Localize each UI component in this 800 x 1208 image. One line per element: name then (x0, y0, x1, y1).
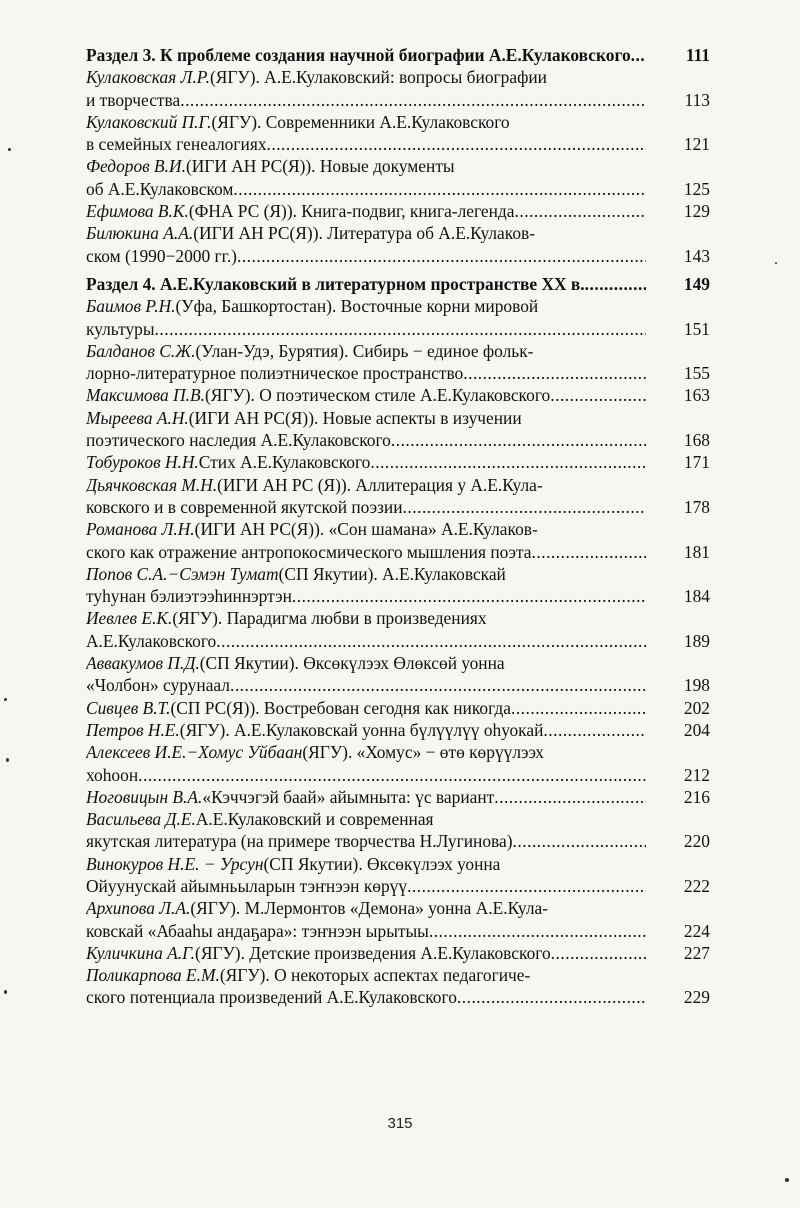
author-name: Баимов Р.Н. (86, 296, 176, 317)
toc-entry-line (86, 830, 710, 852)
dot-leader (292, 585, 646, 607)
entry-title-continued: лорно-литературное полиэтническое пространство (86, 363, 464, 384)
entry-title: «Кэччэгэй баай» айымныта: үс вариант (202, 786, 495, 807)
section-heading-line (86, 44, 710, 66)
toc-entry-line (86, 808, 710, 830)
toc-entry (86, 563, 710, 608)
page-number: 315 (387, 1115, 413, 1132)
toc-entry-line (86, 920, 710, 942)
entry-title: (ИГИ АН РС(Я)). Литература об А.Е.Кулаков- (193, 223, 536, 244)
toc-entry (86, 964, 710, 1009)
author-name: Иевлев Е.К. (86, 608, 173, 629)
page-ref: 212 (683, 764, 710, 785)
entry-title: (ЯГУ). О некоторых аспектах педагогиче- (219, 965, 531, 986)
toc-entry (86, 474, 710, 519)
entry-title-continued: ском (1990−2000 гг.) (86, 245, 237, 266)
toc-entry-line (86, 652, 710, 674)
page-ref: 163 (683, 385, 710, 406)
author-name: Балданов С.Ж. (86, 340, 196, 361)
entry-title: (ЯГУ). Современники А.Е.Кулаковского (211, 111, 510, 132)
toc-entry-line (86, 66, 710, 88)
toc-entry-line (86, 719, 710, 741)
scan-speck (775, 262, 777, 264)
section-title: Раздел 3. К проблеме создания научной биографии А.Е.Кулаковского (86, 45, 631, 65)
author-name: Васильева Д.Е. (86, 809, 196, 830)
author-name: Архипова Л.А. (86, 898, 191, 919)
entry-title: (ИГИ АН РС(Я)). «Сон шамана» А.Е.Кулаков- (194, 519, 538, 540)
toc-entry (86, 741, 710, 786)
entry-title: (ЯГУ). М.Лермонтов «Демона» уонна А.Е.Кула- (190, 898, 549, 919)
scan-speck (4, 698, 7, 701)
page-ref: 111 (685, 45, 710, 65)
page-ref: 155 (683, 363, 710, 384)
dot-leader (550, 384, 646, 406)
entry-title-continued: ковскай «Абааһы андаҕара»: тэҥнээн ырытыы (86, 920, 429, 941)
dot-leader (515, 200, 647, 222)
toc-entry (86, 155, 710, 200)
author-name: Попов С.А.−Сэмэн Тумат (86, 563, 279, 584)
author-name: Ефимова В.К. (86, 201, 189, 222)
toc-entry-line (86, 340, 710, 362)
toc-entry-line (86, 585, 710, 607)
entry-title-continued: А.Е.Кулаковского (86, 630, 217, 651)
dot-leader (237, 245, 646, 267)
entry-title-continued: «Чолбон» сурунаал (86, 675, 230, 696)
entry-title: (СП Якутии). Өксөкүлээх Өлөксөй уонна (199, 653, 505, 674)
author-name: Мыреева А.Н. (86, 407, 189, 428)
author-name: Поликарпова Е.М. (86, 965, 220, 986)
toc-entry (86, 295, 710, 340)
dot-leader (155, 318, 646, 340)
dot-leader (532, 541, 646, 563)
author-name: Романова Л.Н. (86, 519, 195, 540)
dot-leader (180, 89, 646, 111)
page-ref: 189 (683, 630, 710, 651)
toc-entry-line (86, 222, 710, 244)
author-name: Тобуроков Н.Н. (86, 452, 199, 473)
page-ref: 198 (683, 675, 710, 696)
section-heading-line (86, 273, 710, 295)
entry-title: (ЯГУ). О поэтическом стиле А.Е.Кулаковского (204, 385, 551, 406)
author-name: Максимова П.В. (86, 385, 205, 406)
dot-leader (267, 133, 646, 155)
toc-entry-line (86, 986, 710, 1008)
author-name: Дьячковская М.Н. (86, 474, 218, 495)
page-ref: 178 (683, 496, 710, 517)
entry-title: А.Е.Кулаковский и современная (195, 809, 434, 830)
page-ref: 184 (683, 586, 710, 607)
scan-speck (8, 148, 11, 151)
toc-entry (86, 407, 710, 452)
entry-title: (ИГИ АН РС(Я)). Новые аспекты в изучении (188, 407, 522, 428)
toc-entry-line (86, 295, 710, 317)
toc-entry-line (86, 318, 710, 340)
dot-leader (138, 764, 646, 786)
toc-entry-line (86, 786, 710, 808)
page-ref: 168 (683, 430, 710, 451)
dot-leader (230, 674, 646, 696)
toc-entry (86, 853, 710, 898)
toc-entry (86, 384, 710, 406)
toc-entry (86, 340, 710, 385)
toc-entry-line (86, 474, 710, 496)
toc-entry-line (86, 853, 710, 875)
page-ref: 224 (683, 920, 710, 941)
entry-title: (ЯГУ). Парадигма любви в произведениях (172, 608, 487, 629)
dot-leader (370, 451, 646, 473)
toc-entry (86, 697, 710, 719)
entry-title-continued: ского потенциала произведений А.Е.Кулаковского (86, 987, 457, 1008)
entry-title: Стих А.Е.Кулаковского (198, 452, 371, 473)
entry-title-continued: об А.Е.Кулаковском (86, 178, 234, 199)
dot-leader (216, 630, 646, 652)
author-name: Винокуров Н.Е. − Урсун (86, 853, 264, 874)
scan-speck (6, 758, 9, 762)
page-ref: 149 (683, 273, 710, 294)
toc-entry-line (86, 518, 710, 540)
author-name: Куличкина А.Г. (86, 942, 196, 963)
toc-entry-line (86, 541, 710, 563)
dot-leader (233, 178, 646, 200)
dot-leader (403, 496, 646, 518)
author-name: Алексеев И.Е.−Хомус Уйбаан (86, 742, 303, 763)
entry-title-continued: якутская литература (на примере творчества Н.Лугинова) (86, 831, 513, 852)
toc-entry-line (86, 111, 710, 133)
entry-title-continued: Ойуунускай айымньыларын тэҥнээн көрүү (86, 875, 408, 896)
toc-entry-line (86, 384, 710, 406)
toc-entry-line (86, 178, 710, 200)
entry-title: (ФНА РС (Я)). Книга-подвиг, книга-легенда (188, 201, 515, 222)
entry-title-continued: ского как отражение антропокосмического мышления поэта (86, 541, 532, 562)
toc-entry (86, 518, 710, 563)
page-ref: 227 (683, 942, 710, 963)
toc-entry-line (86, 942, 710, 964)
dot-leader (543, 719, 646, 741)
entry-title: (ЯГУ). Детские произведения А.Е.Кулаковского (195, 942, 551, 963)
entry-title: (СП Якутии). А.Е.Кулаковскай (278, 563, 506, 584)
toc-entry-line (86, 764, 710, 786)
author-name: Кулаковский П.Г. (86, 111, 212, 132)
toc-entry-line (86, 155, 710, 177)
page-ref: 113 (684, 89, 710, 110)
entry-title-continued: культуры (86, 318, 155, 339)
toc-entry (86, 719, 710, 741)
dot-leader (494, 786, 646, 808)
toc-entry-line (86, 245, 710, 267)
page-ref: 222 (683, 875, 710, 896)
page-ref: 216 (683, 786, 710, 807)
page-ref: 229 (683, 987, 710, 1008)
toc-entry-line (86, 133, 710, 155)
entry-title: (ЯГУ). А.Е.Кулаковский: вопросы биографии (209, 67, 547, 88)
toc-entry-line (86, 429, 710, 451)
entry-title: (Уфа, Башкортостан). Восточные корни мировой (175, 296, 539, 317)
toc-entry (86, 652, 710, 697)
toc-entry-line (86, 697, 710, 719)
entry-title: (ЯГУ). «Хомус» − өтө көрүүлээх (302, 742, 544, 763)
author-name: Билюкина А.А. (86, 223, 194, 244)
toc-entry-line (86, 89, 710, 111)
page-ref: 204 (683, 719, 710, 740)
entry-title: (ЯГУ). А.Е.Кулаковскай уонна бүлүүлүү оһуокай (179, 719, 544, 740)
page-ref: 121 (683, 134, 710, 155)
toc-entry (86, 942, 710, 964)
toc-entry-line (86, 496, 710, 518)
entry-title: (Улан-Удэ, Бурятия). Сибирь − единое фольк- (195, 340, 534, 361)
page-ref: 171 (683, 452, 710, 473)
entry-title-continued: хоһоон (86, 764, 139, 785)
toc-entry-line (86, 563, 710, 585)
toc-entry-line (86, 964, 710, 986)
section-heading-4 (86, 273, 710, 295)
dot-leader (513, 830, 646, 852)
author-name: Кулаковская Л.Р. (86, 67, 210, 88)
dot-leader (511, 697, 646, 719)
entry-title-continued: туһунан бэлиэтээһиннэртэн (86, 586, 292, 607)
table-of-contents (86, 44, 710, 1009)
page-ref: 129 (683, 201, 710, 222)
author-name: Аввакумов П.Д. (86, 653, 200, 674)
scan-speck (785, 1178, 789, 1182)
entry-title: (СП Якутии). Өксөкүлээх уонна (263, 853, 501, 874)
author-name: Ноговицын В.А. (86, 786, 203, 807)
entry-title: (ИГИ АН РС (Я)). Аллитерация у А.Е.Кула- (217, 474, 543, 495)
toc-entry-line (86, 741, 710, 763)
toc-entry (86, 200, 710, 222)
toc-entry (86, 222, 710, 267)
page-ref: 181 (683, 541, 710, 562)
toc-entry (86, 897, 710, 942)
toc-entry-line (86, 630, 710, 652)
page-ref: 202 (683, 697, 710, 718)
page-ref: 143 (683, 245, 710, 266)
toc-entry-line (86, 200, 710, 222)
toc-entry (86, 111, 710, 156)
dot-leader (585, 273, 646, 295)
entry-title-continued: ковского и в современной якутской поэзии (86, 496, 403, 517)
section-heading-3 (86, 44, 710, 66)
toc-entry-line (86, 875, 710, 897)
entry-title: (СП РС(Я)). Востребован сегодня как никогда (170, 697, 511, 718)
dot-leader (407, 875, 646, 897)
toc-entry-line (86, 897, 710, 919)
toc-entry-line (86, 674, 710, 696)
toc-entry-line (86, 607, 710, 629)
author-name: Сивцев В.Т. (86, 697, 171, 718)
entry-title-continued: в семейных генеалогиях (86, 134, 267, 155)
page-ref: 151 (683, 318, 710, 339)
toc-entry (86, 66, 710, 111)
section-title: Раздел 4. А.Е.Кулаковский в литературном пространстве XX в. (86, 273, 585, 294)
toc-entry (86, 786, 710, 808)
author-name: Петров Н.Е. (86, 719, 180, 740)
scan-speck (4, 990, 7, 994)
entry-title-continued: и творчества (86, 89, 181, 110)
dot-leader (463, 362, 646, 384)
dot-leader (457, 986, 646, 1008)
dot-leader (551, 942, 646, 964)
toc-entry (86, 607, 710, 652)
toc-entry-line (86, 407, 710, 429)
entry-title-continued: поэтического наследия А.Е.Кулаковского (86, 430, 391, 451)
toc-entry (86, 808, 710, 853)
author-name: Федоров В.И. (86, 156, 186, 177)
dot-leader (429, 920, 646, 942)
toc-entry (86, 451, 710, 473)
dot-leader (391, 429, 646, 451)
entry-title: (ИГИ АН РС(Я)). Новые документы (185, 156, 455, 177)
toc-entry-line (86, 362, 710, 384)
page-ref: 220 (683, 831, 710, 852)
dot-leader (631, 44, 646, 66)
page-ref: 125 (683, 178, 710, 199)
toc-entry-line (86, 451, 710, 473)
